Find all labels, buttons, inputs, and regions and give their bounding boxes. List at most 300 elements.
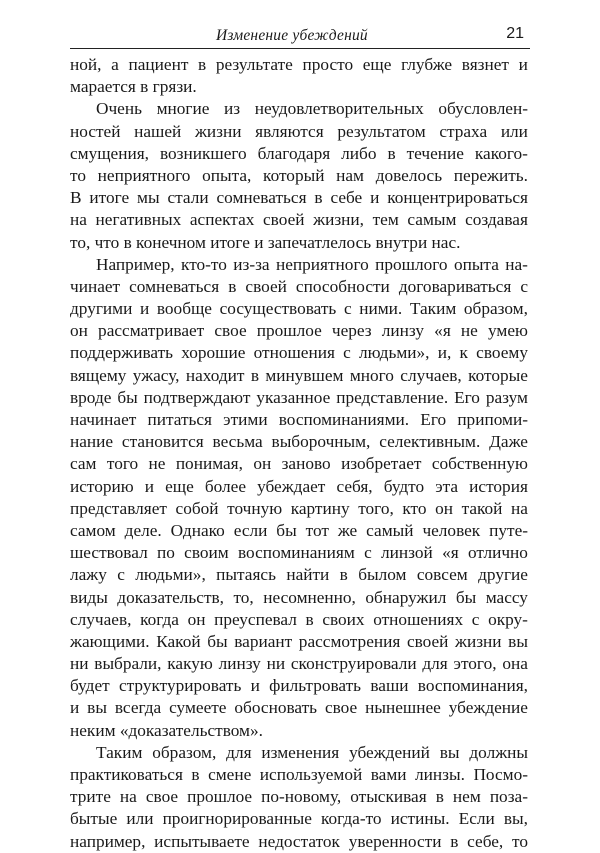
word: опыта <box>453 254 499 274</box>
word: довелось <box>375 165 443 185</box>
word: смене <box>208 765 252 784</box>
word: представление. <box>336 387 449 407</box>
word: этого, <box>453 654 497 674</box>
word: вязнет <box>461 55 509 74</box>
word: нам <box>336 165 364 185</box>
word: то <box>70 165 86 185</box>
word: по-новому, <box>261 787 342 807</box>
word: с <box>520 276 528 296</box>
word: вящему <box>70 365 127 385</box>
word: на- <box>505 254 528 274</box>
word: который <box>263 165 325 185</box>
text-line: марается в грязи. <box>70 77 197 97</box>
word: вариант <box>234 631 293 651</box>
text-line <box>70 165 528 187</box>
word: просто <box>302 55 354 74</box>
word: другие <box>478 565 528 585</box>
word: практиковаться <box>70 765 183 784</box>
word: стали <box>167 188 209 208</box>
word: он <box>253 454 272 474</box>
word: если <box>233 520 268 540</box>
word: подтверждают <box>143 387 251 407</box>
text-line <box>70 808 528 830</box>
text-line <box>70 742 528 764</box>
word: становится <box>121 432 204 452</box>
text-line <box>70 631 528 653</box>
word: и <box>70 698 80 718</box>
text-line <box>70 520 528 542</box>
word: он <box>70 321 88 341</box>
word: или <box>500 121 528 141</box>
word: истины. <box>390 809 450 829</box>
text-line <box>70 143 528 165</box>
page-number: 21 <box>506 25 524 42</box>
word: течение <box>406 143 464 163</box>
word: шествовал <box>70 543 148 563</box>
word: ностей <box>70 121 121 141</box>
word: сосуществовать <box>219 299 337 319</box>
word: пытаясь <box>216 565 276 585</box>
word: Его <box>454 387 480 407</box>
text-line <box>70 409 528 431</box>
word: должны <box>469 742 528 762</box>
word: самым <box>407 210 457 230</box>
word: какого- <box>474 143 528 163</box>
word: не <box>148 454 166 474</box>
word: создавая <box>465 210 528 230</box>
word: несомненно, <box>263 587 356 607</box>
word: результатом <box>337 121 426 141</box>
text-line <box>70 786 528 808</box>
text-line: неким «доказательством». <box>70 720 263 740</box>
word: селективным. <box>379 432 481 452</box>
word: бы <box>117 387 138 407</box>
word: будет <box>70 676 110 696</box>
word: «я <box>434 321 451 341</box>
word: опыта, <box>202 165 252 185</box>
word: прошлого <box>375 254 448 274</box>
word: концентрироваться <box>387 188 528 208</box>
word: с <box>117 565 125 585</box>
word: воспоминаниям <box>237 543 355 563</box>
word: нынешнее <box>365 698 441 718</box>
text-line <box>70 342 528 364</box>
text-line <box>70 187 528 209</box>
word: рассматривает <box>98 321 205 341</box>
word: кто <box>402 498 427 518</box>
word: то <box>512 831 528 851</box>
word: аспектах <box>189 210 255 230</box>
word: людьми», <box>359 343 430 363</box>
word: негативных <box>95 210 182 230</box>
word: всегда <box>114 698 162 718</box>
word: пациент <box>128 55 189 74</box>
word: деле. <box>124 520 162 540</box>
word: возникшего <box>159 143 247 163</box>
word: сконструировали <box>290 654 417 674</box>
word: прошлое <box>187 787 253 807</box>
word: свое <box>145 787 179 807</box>
word: того <box>106 454 139 474</box>
word: указанное <box>256 387 331 407</box>
word: уверенности <box>348 831 442 851</box>
word: разум <box>485 387 528 407</box>
word: из-за <box>233 254 270 274</box>
text-line <box>70 453 528 475</box>
word: этими <box>223 410 268 429</box>
word: бы <box>207 631 228 651</box>
word: отлично <box>467 543 528 563</box>
word: с <box>343 343 351 363</box>
word: жизни <box>194 121 242 141</box>
word: найти <box>286 565 330 585</box>
text-line <box>70 564 528 586</box>
word: образом, <box>463 299 528 319</box>
word: линзу <box>218 654 261 674</box>
word: используемой <box>259 765 363 784</box>
word: для <box>422 654 448 674</box>
text-line <box>70 431 528 453</box>
word: в <box>305 609 314 629</box>
word: изменения <box>261 742 340 762</box>
word: он <box>187 609 206 629</box>
word: ними. <box>359 299 403 319</box>
word: линзу <box>381 321 425 341</box>
word: еще <box>362 55 392 74</box>
word: и <box>140 299 150 319</box>
word: Очень <box>96 99 142 119</box>
word: линзы. <box>415 765 465 784</box>
paragraph <box>70 254 528 742</box>
word: вроде <box>70 387 112 407</box>
word: воспоминаниями. <box>278 410 410 429</box>
word: в <box>387 143 396 163</box>
word: в <box>228 276 237 296</box>
word: находит <box>185 365 245 385</box>
word: понимая, <box>175 454 243 474</box>
word: «я <box>442 543 459 563</box>
word: хорошие <box>181 343 246 363</box>
word: с <box>364 543 372 563</box>
word: другими <box>70 299 133 319</box>
word: более <box>204 476 246 496</box>
word: собственную <box>431 454 528 474</box>
word: в <box>191 765 200 784</box>
word: испытываете <box>154 831 250 851</box>
word: страха <box>439 121 488 141</box>
text-line: то, что в конечном итоге и запечатлелось внутри нас. <box>70 232 461 252</box>
word: преуспевал <box>214 609 297 629</box>
word: на <box>119 787 137 807</box>
word: сам <box>70 454 97 474</box>
word: вы <box>508 631 528 651</box>
word: кто-то <box>181 254 227 274</box>
word: а <box>111 55 119 74</box>
text-line <box>70 320 528 342</box>
word: рассмотрения <box>298 631 401 651</box>
word: какую <box>167 654 213 674</box>
word: поза- <box>489 787 528 807</box>
text-line <box>70 54 528 76</box>
word: случаев, <box>70 609 132 629</box>
word: прошлое <box>256 321 322 341</box>
word: самый <box>366 520 414 540</box>
word: являются <box>255 121 324 141</box>
word: воспоминания, <box>417 676 528 696</box>
word: Таким <box>96 742 143 762</box>
running-header <box>70 24 530 49</box>
word: жающими. <box>70 631 150 651</box>
word: представляет <box>70 498 167 518</box>
text-line <box>70 653 528 675</box>
word: своей <box>245 276 287 296</box>
word: ни <box>70 654 89 674</box>
text-line <box>70 121 528 143</box>
word: историю <box>70 476 134 496</box>
word: обосновать <box>234 698 318 718</box>
word: и <box>370 188 380 208</box>
word: Однако <box>170 520 225 540</box>
word: умею <box>488 321 528 341</box>
word: случаев, <box>400 365 462 385</box>
word: сомневаться <box>216 188 307 208</box>
word: неудовлетворительных <box>254 99 424 119</box>
word: Если <box>458 809 495 829</box>
word: в <box>450 831 459 851</box>
text-line <box>70 387 528 409</box>
word: она <box>502 654 528 674</box>
word: массу <box>485 587 528 607</box>
word: и <box>518 55 528 74</box>
word: не <box>460 321 478 341</box>
word: в <box>435 787 444 807</box>
word: Посмо- <box>473 765 528 784</box>
word: же <box>337 520 358 540</box>
word: недостаток <box>258 831 340 851</box>
word: отношениях <box>373 609 464 629</box>
word: своей <box>406 631 449 651</box>
text-line <box>70 675 528 697</box>
word: убеждает <box>257 476 326 496</box>
body-text <box>70 54 528 853</box>
word: свое <box>214 321 247 341</box>
word: заново <box>281 454 331 474</box>
word: Какой <box>156 631 201 651</box>
word: былом <box>358 565 407 585</box>
word: еще <box>165 476 194 496</box>
word: Его <box>420 410 447 429</box>
text-line <box>70 697 528 719</box>
word: картину <box>290 498 350 518</box>
word: вы <box>439 742 460 762</box>
word: В <box>70 188 82 208</box>
word: результате <box>215 55 293 74</box>
word: обнаружил <box>365 587 447 607</box>
text-line <box>70 498 528 520</box>
word: на <box>70 210 87 230</box>
word: припоми- <box>457 410 528 429</box>
word: людьми», <box>135 565 206 585</box>
word: сумеете <box>169 698 227 718</box>
word: много <box>349 365 394 385</box>
word: тем <box>372 210 399 230</box>
word: и <box>250 676 260 696</box>
word: многие <box>156 99 210 119</box>
word: в <box>250 365 259 385</box>
word: такой <box>461 498 503 518</box>
running-title: Изменение убеждений <box>216 27 368 44</box>
paragraph <box>70 54 528 98</box>
word: будто <box>383 476 425 496</box>
word: жизни, <box>313 210 364 230</box>
word: мы <box>137 188 160 208</box>
word: пережить. <box>453 165 528 185</box>
text-line <box>70 831 528 853</box>
paragraph <box>70 742 528 853</box>
word: через <box>331 321 372 341</box>
word: на <box>510 498 528 518</box>
word: выборочным, <box>271 432 371 452</box>
word: виды <box>70 587 108 607</box>
text-line <box>70 476 528 498</box>
word: себе <box>330 188 363 208</box>
word: бы <box>276 520 297 540</box>
word: к <box>459 343 468 363</box>
word: своему <box>476 343 528 363</box>
word: договариваться <box>398 276 512 296</box>
text-line <box>70 276 528 298</box>
word: способности <box>295 276 390 296</box>
word: питаться <box>147 410 213 429</box>
word: когда-то <box>320 809 382 829</box>
word: нем <box>452 787 481 807</box>
word: из <box>224 99 241 119</box>
word: убеждений <box>349 742 430 762</box>
word: и, <box>437 343 452 363</box>
word: бытые <box>70 809 118 829</box>
word: бы <box>455 587 477 607</box>
word: или <box>126 809 154 829</box>
word: ваши <box>370 676 409 696</box>
word: вообще <box>156 299 212 319</box>
word: убеждение <box>448 698 528 718</box>
text-line <box>70 542 528 564</box>
word: нашей <box>134 121 182 141</box>
word: собой <box>175 498 219 518</box>
word: отыскивая <box>350 787 427 807</box>
word: чинает <box>70 276 121 296</box>
word: обусловлен- <box>438 99 528 119</box>
word: которые <box>468 365 528 385</box>
word: нание <box>70 432 114 452</box>
text-line <box>70 587 528 609</box>
word: ужасу, <box>132 365 180 385</box>
word: себя, <box>336 476 373 496</box>
word: весьма <box>212 432 263 452</box>
word: трите <box>70 787 111 807</box>
word: линзой <box>381 543 433 563</box>
text-line <box>70 254 528 276</box>
word: начинает <box>70 410 137 429</box>
word: тот <box>305 520 329 540</box>
word: точную <box>227 498 283 518</box>
word: вы <box>87 698 107 718</box>
word: поддерживать <box>70 343 174 363</box>
word: фильтровать <box>269 676 362 696</box>
word: либо <box>341 143 377 163</box>
word: с <box>343 299 352 319</box>
word: путе- <box>489 520 528 540</box>
word: вы, <box>503 809 528 829</box>
word: человек <box>422 520 481 540</box>
word: он <box>435 498 453 518</box>
text-line <box>70 609 528 631</box>
text-line <box>70 209 528 231</box>
word: история <box>469 476 528 496</box>
word: в <box>198 55 207 74</box>
word: с <box>471 609 480 629</box>
word: благодаря <box>257 143 331 163</box>
word: своей <box>263 210 305 230</box>
word: глубже <box>401 55 453 74</box>
word: смущения, <box>70 143 149 163</box>
word: образом, <box>152 742 217 762</box>
word: в <box>339 565 348 585</box>
word: своих <box>322 609 365 629</box>
paragraph <box>70 98 528 253</box>
word: неприятного <box>97 165 191 185</box>
word: ной, <box>70 55 102 74</box>
word: Даже <box>489 432 528 452</box>
word: когда <box>140 609 179 629</box>
word: по <box>156 543 175 563</box>
word: своим <box>184 543 229 563</box>
word: Например, <box>96 254 175 274</box>
word: сомневаться <box>129 276 220 296</box>
word: структурировать <box>118 676 242 696</box>
word: себе, <box>467 831 504 851</box>
word: то, <box>233 587 254 607</box>
word: неприятного <box>276 254 369 274</box>
word: эта <box>435 476 459 496</box>
word: доказательств, <box>117 587 224 607</box>
word: самом <box>70 520 116 540</box>
word: например, <box>70 831 146 851</box>
text-line <box>70 98 528 120</box>
word: и <box>144 476 155 496</box>
word: совсем <box>416 565 468 585</box>
word: для <box>226 742 252 762</box>
word: жизни <box>455 631 502 651</box>
word: отношения <box>253 343 335 363</box>
text-line <box>70 764 528 786</box>
word: лажу <box>70 565 107 585</box>
word: минувшем <box>265 365 344 385</box>
word: итоге <box>89 188 130 208</box>
word: вами <box>370 765 407 784</box>
word: Таким <box>409 299 457 319</box>
text-line <box>70 298 528 320</box>
word: окру- <box>488 609 528 629</box>
word: изобретает <box>341 454 422 474</box>
word: ни <box>266 654 286 674</box>
text-line <box>70 365 528 387</box>
word: выбрали, <box>94 654 162 674</box>
word: проигнорированные <box>162 809 312 829</box>
word: того, <box>358 498 394 518</box>
word: в <box>314 188 323 208</box>
word: свое <box>324 698 358 718</box>
